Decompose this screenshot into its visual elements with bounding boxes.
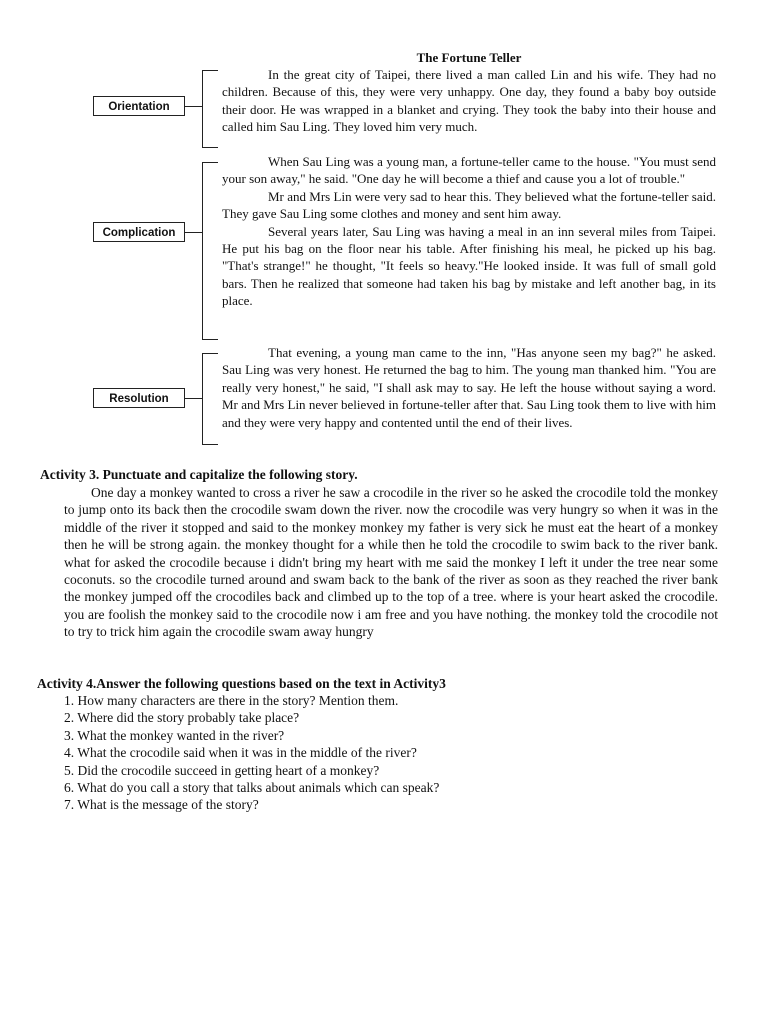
complication-bracket bbox=[202, 162, 218, 340]
complication-label: Complication bbox=[93, 222, 185, 242]
activity4-question-list bbox=[64, 692, 724, 814]
complication-section bbox=[222, 153, 716, 310]
resolution-bracket bbox=[202, 353, 218, 445]
orientation-paragraph: In the great city of Taipei, there lived a man called Lin and his wife. They had no children. Because of this, they were very unhappy. One day, they found a baby boy outside their door. He was wrapped in a blanket and crying. They took the baby into their house and called him Sau Ling. They loved him very much. bbox=[222, 67, 716, 135]
resolution-section bbox=[222, 344, 716, 431]
orientation-connector bbox=[185, 106, 202, 107]
resolution-paragraph: That evening, a young man came to the inn, "Has anyone seen my bag?" he asked. Sau Ling was very honest. He returned the bag to him. The young man thanked him. "You are really very honest," he said, "I shall ask may to say. He left the house without saying a word. Mr and Mrs Lin never believed in fortune-teller after that. Sau Ling took them to live with him and they were very happy and contented until the end of their lives. bbox=[222, 345, 716, 430]
question-item: 3. What the monkey wanted in the river? bbox=[64, 727, 285, 743]
resolution-connector bbox=[185, 398, 202, 399]
question-item: 1. How many characters are there in the story? Mention them. bbox=[64, 693, 399, 708]
orientation-section bbox=[222, 66, 716, 136]
complication-paragraph: Mr and Mrs Lin were very sad to hear this. They believed what the fortune-teller said. They gave Sau Ling some clothes and money and sent him away. bbox=[222, 188, 716, 222]
activity3-text: One day a monkey wanted to cross a river he saw a crocodile in the river so he asked the crocodile told the monkey to jump onto its back then the crocodile swam down the river. now the crocodile was very hungry so when it was in the middle of the river it stopped and said to the monkey monkey my father is very sick he must eat the heart of a monkey then he will be strong again. the monkey thought for a while then he told the crocodile to swim back to the river bank. what for asked the crocodile because i didn't bring my heart with me said the monkey I left it under the tree near some coconuts. so the crocodile turned around and swam back to the bank of the river as soon as they reached the river bank the monkey jumped off the crocodiles back and climbed up to the top of a tree. where is your heart asked the crocodile. you are foolish the monkey said to the crocodile now i am free and you have nothing. the monkey told the crocodile not to try to trick him again the crocodile swam away hungry bbox=[64, 485, 718, 640]
question-item: 6. What do you call a story that talks about animals which can speak? bbox=[64, 780, 440, 796]
activity4-heading: Activity 4.Answer the following questions based on the text in Activity3 bbox=[37, 676, 446, 691]
question-item: 4. What the crocodile said when it was in the middle of the river? bbox=[64, 745, 417, 761]
orientation-bracket bbox=[202, 70, 218, 148]
orientation-label: Orientation bbox=[93, 96, 185, 116]
story-title: The Fortune Teller bbox=[416, 50, 522, 65]
activity3-heading: Activity 3. Punctuate and capitalize the following story. bbox=[40, 467, 358, 482]
question-item: 2. Where did the story probably take place? bbox=[64, 710, 300, 726]
resolution-label: Resolution bbox=[93, 388, 185, 408]
question-item: 7. What is the message of the story? bbox=[64, 797, 259, 813]
complication-connector bbox=[185, 232, 202, 233]
complication-paragraph: When Sau Ling was a young man, a fortune-teller came to the house. "You must send your son away," he said. "One day he will become a thief and cause you a lot of trouble." bbox=[222, 154, 716, 187]
question-item: 5. Did the crocodile succeed in getting heart of a monkey? bbox=[64, 762, 380, 778]
complication-paragraph: Several years later, Sau Ling was having a meal in an inn several miles from Taipei. He put his bag on the floor near his table. After finishing his meal, he picked up his bag. "That's strange!" he thought, "It feels so heavy."He looked inside. It was full of small gold bars. Then he realized that someone had taken his bag by mistake and left another bag, in its place. bbox=[222, 223, 716, 309]
